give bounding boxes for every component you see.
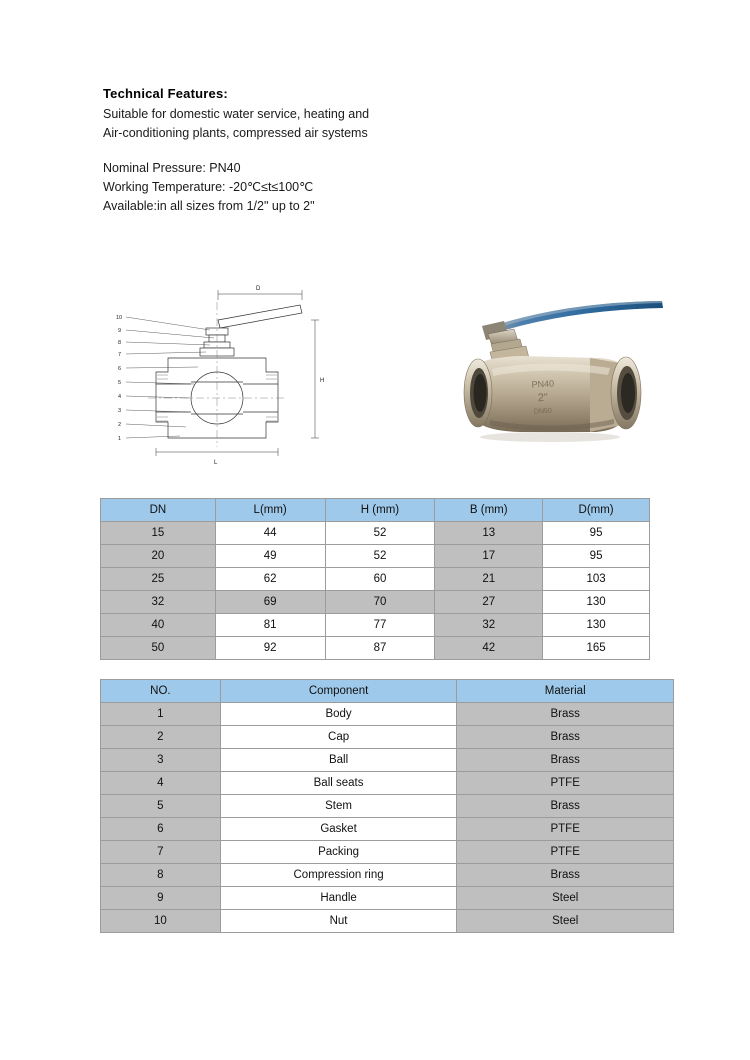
cell-component: Stem [220, 795, 457, 818]
cell-l: 44 [215, 522, 325, 545]
cell-dn: 32 [101, 591, 216, 614]
spec-line-temperature: Working Temperature: -20℃≤t≤100℃ [103, 180, 314, 194]
cell-material: PTFE [457, 772, 674, 795]
cell-b: 13 [435, 522, 543, 545]
engraving-line-2: 2" [537, 391, 549, 405]
cell-dn: 50 [101, 637, 216, 660]
table-row [101, 726, 674, 749]
spec-line-pressure: Nominal Pressure: PN40 [103, 161, 241, 175]
table-row [101, 703, 674, 726]
spacer [103, 143, 663, 159]
valve-technical-drawing [110, 272, 380, 472]
cell-material: Brass [457, 703, 674, 726]
table-row [101, 864, 674, 887]
col-header-h: H (mm) [325, 499, 435, 522]
cell-d: 103 [543, 568, 650, 591]
col-header-b: B (mm) [435, 499, 543, 522]
col-header-component: Component [220, 680, 457, 703]
engraving-line-1: PN40 [531, 378, 555, 390]
table-row [101, 818, 674, 841]
callout-8: 8 [118, 340, 122, 346]
feature-line-1: Suitable for domestic water service, heating and [103, 107, 370, 121]
cell-h: 52 [325, 522, 435, 545]
cell-material: Brass [457, 795, 674, 818]
table-row [101, 637, 650, 660]
table-row [101, 614, 650, 637]
cell-no: 8 [101, 864, 221, 887]
cell-d: 130 [543, 591, 650, 614]
spec-line-sizes: Available:in all sizes from 1/2" up to 2" [103, 199, 315, 213]
callout-5: 5 [118, 380, 122, 386]
cell-material: Brass [457, 749, 674, 772]
cell-l: 49 [215, 545, 325, 568]
table-row [101, 749, 674, 772]
table-row [101, 841, 674, 864]
col-header-no: NO. [101, 680, 221, 703]
cell-b: 42 [435, 637, 543, 660]
cell-d: 95 [543, 522, 650, 545]
callout-10: 10 [116, 315, 123, 321]
cell-material: Steel [457, 910, 674, 933]
col-header-material: Material [457, 680, 674, 703]
table-row [101, 887, 674, 910]
cell-l: 92 [215, 637, 325, 660]
cell-component: Handle [220, 887, 457, 910]
callout-9: 9 [118, 328, 122, 334]
cell-dn: 25 [101, 568, 216, 591]
col-header-l: L(mm) [215, 499, 325, 522]
illustration-row [100, 262, 680, 477]
col-header-d: D(mm) [543, 499, 650, 522]
cell-b: 32 [435, 614, 543, 637]
cell-material: PTFE [457, 818, 674, 841]
table-row [101, 545, 650, 568]
cell-component: Packing [220, 841, 457, 864]
cell-h: 52 [325, 545, 435, 568]
parts-materials-table [100, 679, 674, 933]
table-header-row [101, 499, 650, 522]
cell-no: 5 [101, 795, 221, 818]
cell-h: 70 [325, 591, 435, 614]
cell-no: 7 [101, 841, 221, 864]
cell-material: PTFE [457, 841, 674, 864]
cell-component: Cap [220, 726, 457, 749]
cell-d: 95 [543, 545, 650, 568]
cell-no: 6 [101, 818, 221, 841]
callout-4: 4 [118, 394, 122, 400]
table-row [101, 795, 674, 818]
cell-h: 87 [325, 637, 435, 660]
cell-no: 1 [101, 703, 221, 726]
cell-l: 69 [215, 591, 325, 614]
cell-component: Nut [220, 910, 457, 933]
table-row [101, 591, 650, 614]
cell-no: 10 [101, 910, 221, 933]
table-row [101, 910, 674, 933]
dim-label-l: L [214, 460, 218, 466]
cell-component: Compression ring [220, 864, 457, 887]
cell-no: 3 [101, 749, 221, 772]
cell-component: Gasket [220, 818, 457, 841]
dim-label-h: H [320, 378, 325, 384]
dimensions-table [100, 498, 650, 660]
cell-b: 17 [435, 545, 543, 568]
cell-material: Brass [457, 864, 674, 887]
cell-dn: 20 [101, 545, 216, 568]
page-title: Technical Features: [103, 86, 228, 101]
cell-h: 60 [325, 568, 435, 591]
cell-component: Ball seats [220, 772, 457, 795]
cell-no: 2 [101, 726, 221, 749]
table-row [101, 568, 650, 591]
cell-d: 130 [543, 614, 650, 637]
table-header-row [101, 680, 674, 703]
cell-material: Brass [457, 726, 674, 749]
table-row [101, 522, 650, 545]
cell-no: 4 [101, 772, 221, 795]
callout-3: 3 [118, 408, 122, 414]
callout-1: 1 [118, 436, 122, 442]
cell-dn: 40 [101, 614, 216, 637]
callout-6: 6 [118, 366, 122, 372]
cell-b: 21 [435, 568, 543, 591]
callout-2: 2 [118, 422, 122, 428]
cell-component: Body [220, 703, 457, 726]
technical-features-block [103, 86, 663, 216]
cell-l: 81 [215, 614, 325, 637]
feature-line-2: Air-conditioning plants, compressed air systems [103, 126, 368, 140]
cell-material: Steel [457, 887, 674, 910]
valve-product-photo [430, 274, 680, 469]
cell-l: 62 [215, 568, 325, 591]
cell-no: 9 [101, 887, 221, 910]
cell-h: 77 [325, 614, 435, 637]
cell-b: 27 [435, 591, 543, 614]
table-row [101, 772, 674, 795]
cell-d: 165 [543, 637, 650, 660]
callout-7: 7 [118, 352, 122, 358]
engraving-line-3: DN50 [533, 407, 553, 416]
cell-dn: 15 [101, 522, 216, 545]
dim-label-d: D [256, 286, 261, 292]
col-header-dn: DN [101, 499, 216, 522]
cell-component: Ball [220, 749, 457, 772]
